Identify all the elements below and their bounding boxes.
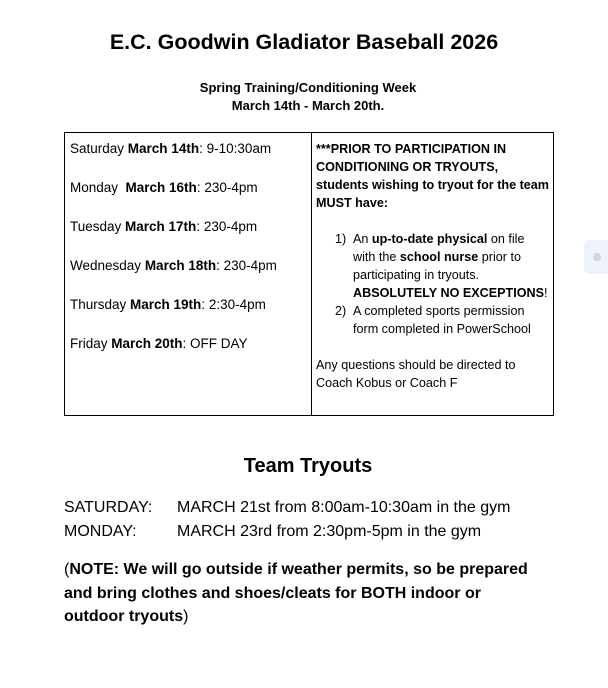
day-date: March 20th [111, 336, 183, 351]
dot-icon [593, 253, 601, 261]
requirement-text: prior to participating in tryouts. [353, 250, 521, 282]
requirements-list [316, 230, 549, 338]
requirement-number: 1) [335, 232, 347, 246]
day-date: March 16th [125, 180, 197, 195]
schedule-day-row [70, 179, 311, 197]
day-time: : 2:30-4pm [201, 297, 266, 312]
tryouts-heading: Team Tryouts [243, 455, 373, 477]
day-name: Wednesday [70, 258, 145, 273]
schedule-day-row [70, 296, 311, 314]
tryout-detail: MARCH 21st from 8:00am-10:30am in the gym [177, 499, 511, 516]
note-text: NOTE: We will go outside if weather permits, so be prepared and bring clothes and shoes/cleats for BOTH indoor or outdoor tryouts [64, 561, 528, 625]
day-name: Saturday [70, 141, 128, 156]
document-title: E.C. Goodwin Gladiator Baseball 2026 [109, 30, 499, 54]
schedule-day-row [70, 335, 311, 353]
day-date: March 19th [130, 297, 202, 312]
day-date: March 17th [125, 219, 197, 234]
requirement-item [316, 302, 549, 338]
schedule-table [64, 132, 554, 416]
requirement-text: on file with the [353, 232, 525, 264]
day-time: : 9-10:30am [199, 141, 272, 156]
day-time: : 230-4pm [216, 258, 277, 273]
tryouts-note [64, 558, 544, 629]
tryout-day: MONDAY: [64, 523, 137, 540]
tryout-detail: MARCH 23rd from 2:30pm-5pm in the gym [177, 523, 482, 540]
requirement-text: A completed sports permission form completed in PowerSchool [353, 304, 531, 336]
requirement-item [316, 230, 549, 302]
document-subtitle [0, 79, 608, 115]
day-time: : 230-4pm [196, 219, 258, 234]
schedule-days-cell [65, 133, 312, 416]
schedule-day-row [70, 218, 311, 236]
tryout-row [64, 497, 510, 519]
requirement-bold-text: ABSOLUTELY NO EXCEPTIONS [353, 286, 545, 300]
requirement-bold-text: up-to-date physical [371, 232, 488, 246]
schedule-day-row [70, 140, 311, 158]
day-name: Monday [70, 180, 126, 195]
day-name: Tuesday [70, 219, 126, 234]
questions-note: Any questions should be directed to Coach Kobus or Coach F [316, 358, 516, 390]
tryout-row [64, 521, 481, 543]
day-name: Thursday [70, 297, 131, 312]
side-panel-toggle[interactable] [584, 240, 608, 274]
requirement-number: 2) [335, 304, 347, 318]
day-name: Friday [70, 336, 112, 351]
tryout-day: SATURDAY: [64, 499, 153, 516]
day-time: : OFF DAY [182, 336, 248, 351]
schedule-day-row [70, 257, 311, 275]
day-date: March 14th [127, 141, 200, 156]
subtitle-line-1: Spring Training/Conditioning Week [199, 80, 417, 95]
note-paren: ) [183, 608, 189, 625]
requirement-bold-text: school nurse [399, 250, 479, 264]
requirements-cell [312, 133, 554, 416]
requirement-text: An [353, 232, 372, 246]
requirement-text: ! [544, 286, 548, 300]
note-paren: ( [64, 561, 70, 578]
subtitle-line-2: March 14th - March 20th. [231, 98, 385, 113]
requirements-heading: ***PRIOR TO PARTICIPATION IN CONDITIONING OR TRYOUTS, students wishing to tryout for the team MUST have: [316, 142, 549, 210]
day-time: : 230-4pm [196, 180, 258, 195]
day-date: March 18th [144, 258, 217, 273]
